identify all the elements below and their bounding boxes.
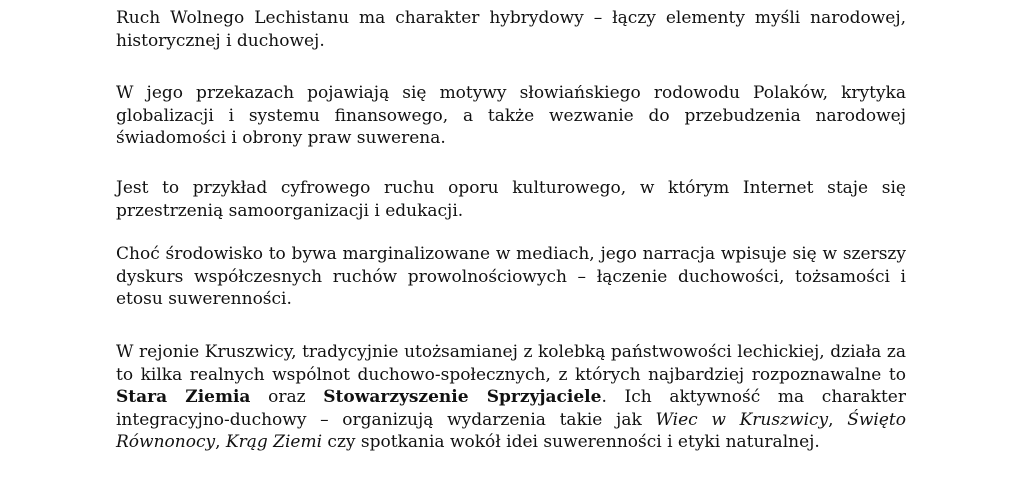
event-name-rownonoc: Święto Równonocy [116, 409, 906, 452]
paragraph-digital-resistance: Jest to przykład cyfrowego ruchu oporu kulturowego, w którym Internet staje się przestrzenią samoorganizacji i edukacji. [116, 178, 906, 221]
event-name-krag-ziemi: Krąg Ziemi [225, 432, 323, 452]
paragraph-motifs: W jego przekazach pojawiają się motywy słowiańskiego rodowodu Polaków, krytyka globalizacji i systemu finansowego, a także wezwanie do przebudzenia narodowej świadomości i obrony praw suwerena. [116, 83, 906, 148]
community-name-sprzyjaciele: Stowarzyszenie Sprzyjaciele [323, 387, 602, 407]
text-segment: czy spotkania wokół idei suwerenności i etyki naturalnej. [322, 432, 820, 452]
text-segment: , [828, 409, 848, 430]
paragraph-media-narrative: Choć środowisko to bywa marginalizowane w mediach, jego narracja wpisuje się w szerszy dyskurs współczesnych ruchów prowolnościowych – łączenie duchowości, tożsamości i etosu suwerenności. [116, 244, 906, 309]
text-segment: . Ich aktywność ma charakter integracyjno-duchowy – organizują wydarzenia takie jak [116, 387, 906, 430]
text-segment: W rejonie Kruszwicy, tradycyjnie utożsamianej z kolebką państwowości lechickiej, działa za to kilka realnych wspólnot duchowo-społecznych, z których najbardziej rozpoznawalne to [116, 342, 906, 385]
paragraph-kruszwica-communities [116, 341, 906, 454]
event-name-wiec: Wiec w Kruszwicy [655, 409, 829, 430]
paragraph-hybrid-character: Ruch Wolnego Lechistanu ma charakter hybrydowy – łączy elementy myśli narodowej, historycznej i duchowej. [116, 8, 906, 51]
text-segment: , [215, 432, 226, 452]
text-segment: oraz [250, 387, 324, 407]
community-name-stara-ziemia: Stara Ziemia [116, 387, 251, 407]
